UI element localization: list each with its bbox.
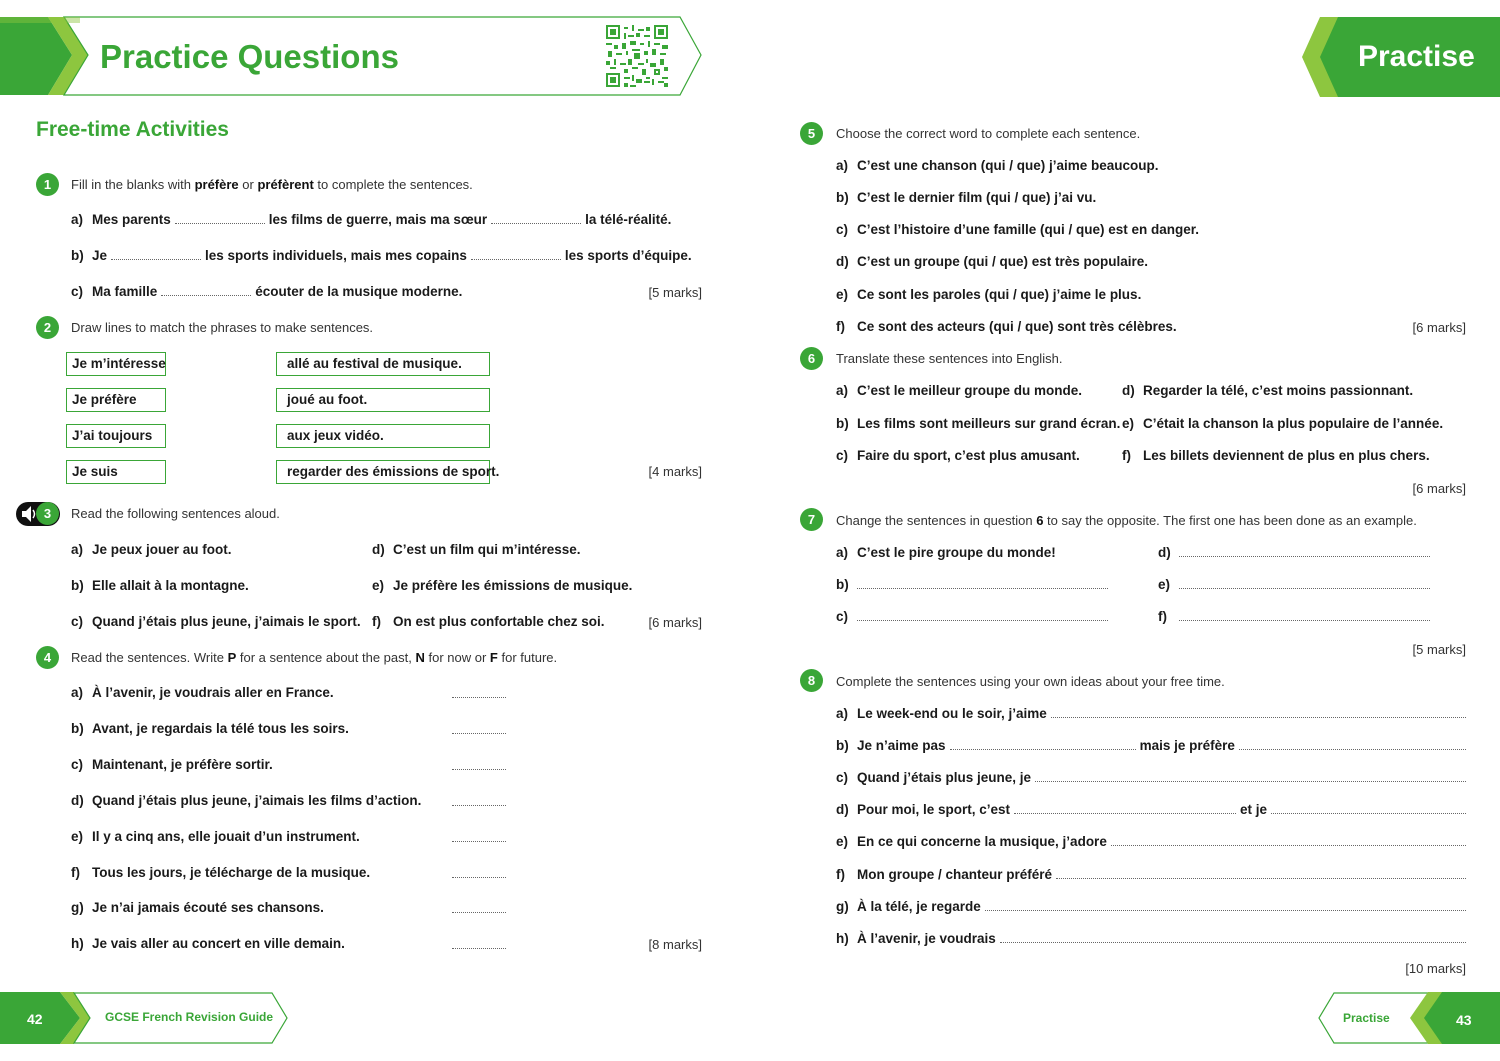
blank-line[interactable] (111, 259, 201, 260)
blank-line[interactable] (471, 259, 561, 260)
q6-item-c: c) Faire du sport, c’est plus amusant. (836, 448, 1080, 463)
answer-blank-c[interactable] (452, 769, 506, 770)
question-number-1: 1 (36, 173, 59, 196)
match-right-2[interactable]: joué au foot. (276, 388, 490, 412)
blank-line[interactable] (161, 295, 251, 296)
blank-line[interactable] (1056, 878, 1466, 879)
q5-item-c: c) C’est l’histoire d’une famille (qui / que) est en danger. (836, 222, 1200, 237)
q8-item-g: g) À la télé, je regarde (836, 899, 1466, 914)
q8-item-h: h) À l’avenir, je voudrais (836, 931, 1466, 946)
q1-item-b: b) Je les sports individuels, mais mes copains les sports d’équipe. (71, 248, 692, 263)
page-title: Practice Questions (100, 38, 399, 75)
q1-marks: [5 marks] (648, 285, 702, 300)
q1-instruction: Fill in the blanks with préfère or préfèrent to complete the sentences. (71, 177, 473, 192)
q5-item-a: a) C’est une chanson (qui / que) j’aime beaucoup. (836, 158, 1159, 173)
q4-item-d: d) Quand j’étais plus jeune, j’aimais les films d’action. (71, 793, 422, 808)
q2-instruction: Draw lines to match the phrases to make sentences. (71, 320, 374, 335)
q3-item-e: e) Je préfère les émissions de musique. (372, 578, 633, 593)
blank-line[interactable] (1179, 620, 1430, 621)
blank-line[interactable] (1111, 845, 1466, 846)
match-left-1[interactable]: Je m’intéresse (66, 352, 166, 376)
blank-line[interactable] (491, 223, 581, 224)
q6-item-e: e) C’était la chanson la plus populaire de l’année. (1122, 416, 1444, 431)
blank-line[interactable] (1179, 556, 1430, 557)
page-number-left: 42 (27, 1011, 43, 1027)
q7-instruction: Change the sentences in question 6 to say the opposite. The first one has been done as an example. (836, 513, 1417, 528)
match-right-1[interactable]: allé au festival de musique. (276, 352, 490, 376)
q1-item-c: c) Ma famille écouter de la musique moderne. (71, 284, 463, 299)
q5-item-e: e) Ce sont les paroles (qui / que) j’aime le plus. (836, 287, 1142, 302)
question-number-8: 8 (800, 669, 823, 692)
q5-marks: [6 marks] (1412, 320, 1466, 335)
blank-line[interactable] (1239, 749, 1466, 750)
match-left-2[interactable]: Je préfère (66, 388, 166, 412)
match-right-3[interactable]: aux jeux vidéo. (276, 424, 490, 448)
question-number-7: 7 (800, 508, 823, 531)
q3-item-a: a) Je peux jouer au foot. (71, 542, 232, 557)
blank-line[interactable] (985, 910, 1466, 911)
qr-code-icon (606, 25, 668, 87)
q7-item-c: c) (836, 609, 1112, 624)
q8-item-d: d) Pour moi, le sport, c’est et je (836, 802, 1466, 817)
q7-item-f: f) (1158, 609, 1434, 624)
blank-line[interactable] (1051, 717, 1466, 718)
section-title: Free-time Activities (36, 118, 229, 141)
blank-line[interactable] (1271, 813, 1466, 814)
q4-item-f: f) Tous les jours, je télécharge de la musique. (71, 865, 371, 880)
question-number-2: 2 (36, 316, 59, 339)
q4-item-b: b) Avant, je regardais la télé tous les soirs. (71, 721, 349, 736)
answer-blank-b[interactable] (452, 733, 506, 734)
answer-blank-h[interactable] (452, 948, 506, 949)
match-right-4[interactable]: regarder des émissions de sport. (276, 460, 490, 484)
question-number-3: 3 (36, 502, 59, 525)
q8-item-f: f) Mon groupe / chanteur préféré (836, 867, 1466, 882)
answer-blank-f[interactable] (452, 877, 506, 878)
q5-item-f: f) Ce sont des acteurs (qui / que) sont très célèbres. (836, 319, 1177, 334)
q3-item-f: f) On est plus confortable chez soi. (372, 614, 605, 629)
answer-blank-g[interactable] (452, 912, 506, 913)
footer-section-label: Practise (1343, 1011, 1390, 1025)
answer-blank-d[interactable] (452, 805, 506, 806)
q6-item-b: b) Les films sont meilleurs sur grand écran. (836, 416, 1121, 431)
q1-item-a: a) Mes parents les films de guerre, mais ma sœur la télé-réalité. (71, 212, 672, 227)
q7-item-d: d) (1158, 545, 1434, 560)
q4-item-a: a) À l’avenir, je voudrais aller en France. (71, 685, 334, 700)
q2-marks: [4 marks] (648, 464, 702, 479)
answer-blank-e[interactable] (452, 841, 506, 842)
q4-item-g: g) Je n’ai jamais écouté ses chansons. (71, 900, 324, 915)
book-title: GCSE French Revision Guide (105, 1010, 274, 1024)
q3-instruction: Read the following sentences aloud. (71, 506, 280, 521)
blank-line[interactable] (1179, 588, 1430, 589)
page-number-right: 43 (1456, 1012, 1472, 1028)
q4-item-c: c) Maintenant, je préfère sortir. (71, 757, 273, 772)
q7-example: a) C’est le pire groupe du monde! (836, 545, 1056, 560)
practise-tab-label: Practise (1358, 40, 1475, 73)
q4-marks: [8 marks] (648, 937, 702, 952)
blank-line[interactable] (857, 620, 1108, 621)
q8-item-e: e) En ce qui concerne la musique, j’adore (836, 834, 1466, 849)
blank-line[interactable] (1035, 781, 1466, 782)
q7-item-b: b) (836, 577, 1112, 592)
q3-item-d: d) C’est un film qui m’intéresse. (372, 542, 581, 557)
question-number-6: 6 (800, 347, 823, 370)
q4-instruction: Read the sentences. Write P for a sentence about the past, N for now or F for future. (71, 650, 558, 665)
blank-line[interactable] (857, 588, 1108, 589)
question-number-5: 5 (800, 122, 823, 145)
q4-item-e: e) Il y a cinq ans, elle jouait d’un instrument. (71, 829, 360, 844)
q7-marks: [5 marks] (1412, 642, 1466, 657)
q3-item-c: c) Quand j’étais plus jeune, j’aimais le sport. (71, 614, 361, 629)
q8-marks: [10 marks] (1405, 961, 1466, 976)
match-left-3[interactable]: J’ai toujours (66, 424, 166, 448)
q5-item-b: b) C’est le dernier film (qui / que) j’ai vu. (836, 190, 1097, 205)
q6-marks: [6 marks] (1412, 481, 1466, 496)
q8-item-b: b) Je n’aime pas mais je préfère (836, 738, 1466, 753)
q6-item-f: f) Les billets deviennent de plus en plus chers. (1122, 448, 1430, 463)
q8-instruction: Complete the sentences using your own ideas about your free time. (836, 674, 1225, 689)
answer-blank-a[interactable] (452, 697, 506, 698)
q6-item-d: d) Regarder la télé, c’est moins passionnant. (1122, 383, 1414, 398)
blank-line[interactable] (175, 223, 265, 224)
blank-line[interactable] (1014, 813, 1236, 814)
q8-item-c: c) Quand j’étais plus jeune, je (836, 770, 1466, 785)
q4-item-h: h) Je vais aller au concert en ville demain. (71, 936, 345, 951)
blank-line[interactable] (950, 749, 1136, 750)
q7-item-e: e) (1158, 577, 1434, 592)
match-left-4[interactable]: Je suis (66, 460, 166, 484)
blank-line[interactable] (1000, 942, 1466, 943)
q5-item-d: d) C’est un groupe (qui / que) est très populaire. (836, 254, 1149, 269)
q6-item-a: a) C’est le meilleur groupe du monde. (836, 383, 1083, 398)
q3-marks: [6 marks] (648, 615, 702, 630)
question-number-4: 4 (36, 646, 59, 669)
q6-instruction: Translate these sentences into English. (836, 351, 1063, 366)
q8-item-a: a) Le week-end ou le soir, j’aime (836, 706, 1466, 721)
q5-instruction: Choose the correct word to complete each sentence. (836, 126, 1141, 141)
q3-item-b: b) Elle allait à la montagne. (71, 578, 249, 593)
